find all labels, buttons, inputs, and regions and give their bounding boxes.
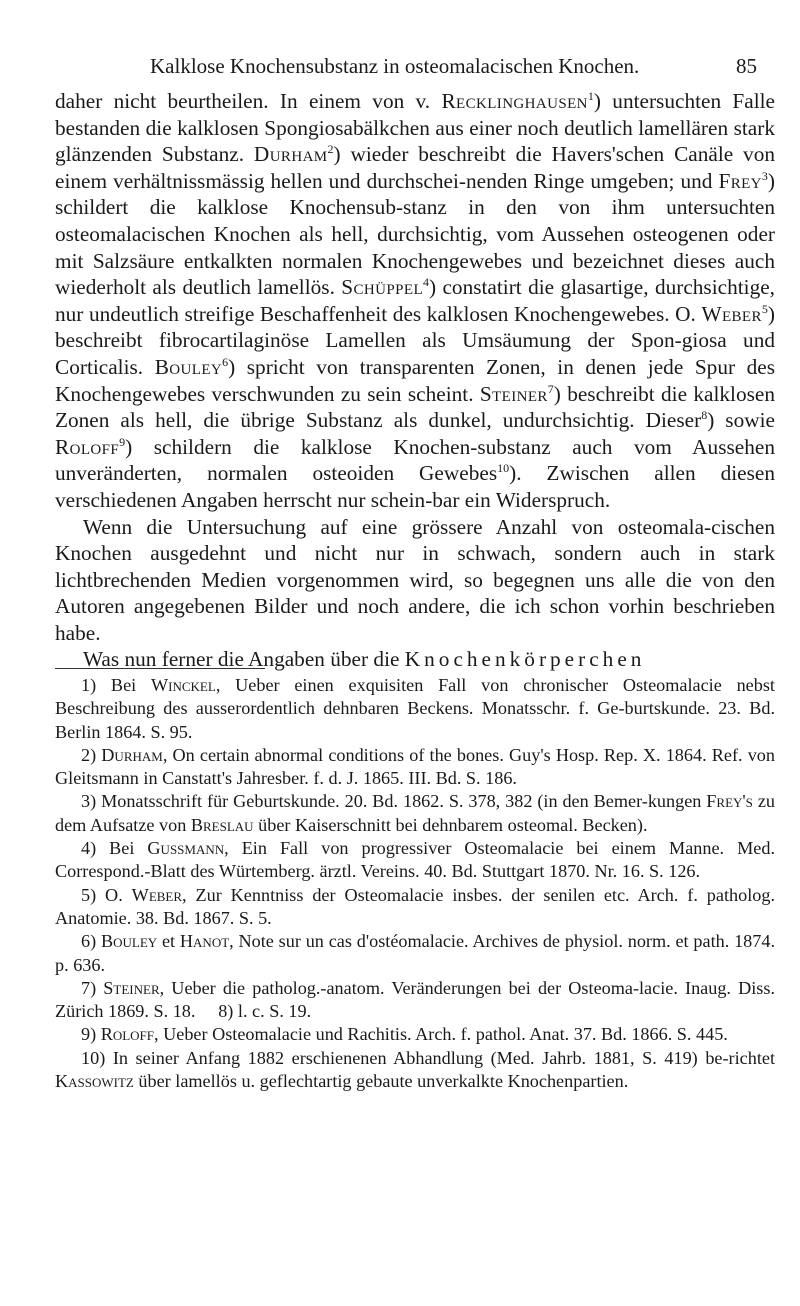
author-name: Kassowitz [55, 1071, 134, 1092]
footnote-ref: 3 [761, 168, 768, 183]
text-run: ) beschreibt fibrocartilaginöse Lamellen als Umsäumung der Spon-giosa und Corticalis. [55, 301, 775, 379]
footnote-8: 8) l. c. S. 19. [218, 1001, 312, 1022]
footnote-text: 3) Monatsschrift für Geburtskunde. 20. Bd. 1862. S. 378, 382 (in den Bemer-kungen [81, 791, 707, 812]
text-run: ) constatirt die glasartige, durchsichtige, nur undeutlich streifige Beschaffenheit des kalklosen Knochengewebes. O. [55, 275, 775, 326]
author-name: Steiner [103, 977, 160, 998]
footnote-ref: 10 [497, 461, 510, 476]
text-run: ). Zwischen allen diesen verschiedenen Angaben herrscht nur schein-bar ein Widerspruch. [55, 461, 775, 512]
paragraph-3 [55, 646, 775, 673]
footnote-text: , Ueber einen exquisiten Fall von chronischer Osteomalacie nebst Beschreibung des ausserordentlich dehnbaren Beckens. Monatsschr. f. Ge-burtskunde. 23. Bd. Berlin 1864. S. 95. [55, 675, 775, 742]
author-name: Steiner [479, 381, 548, 406]
footnote-ref: 9 [119, 434, 126, 449]
footnote-ref: 7 [547, 381, 554, 396]
footnote-text: zu dem Aufsatze von [55, 791, 775, 835]
footnote-6 [55, 930, 775, 977]
footnote-10 [55, 1047, 775, 1094]
footnote-7 [55, 977, 775, 1024]
text-run: daher nicht beurtheilen. In einem von v. [55, 89, 442, 113]
footnote-9 [55, 1023, 775, 1046]
running-title: Kalklose Knochensubstanz in osteomalacischen Knochen. [150, 54, 640, 78]
footnote-number: 7) [81, 977, 104, 998]
text-run: ) schildert die kalklose Knochensub-stanz in den von ihm untersuchten osteomalacischen Knochen als hell, durchsichtig, vom Aussehen osteogenen oder mit Salzsäure entkalkten normalen Knochengewebes und bezeichnet dieses auch wiederholt als deutlich lamellös. [55, 168, 775, 300]
page-header [0, 54, 800, 84]
footnote-number: 5) O. [81, 884, 132, 905]
footnote-4 [55, 837, 775, 884]
author-name: Roloff [55, 434, 120, 459]
footnote-text: , Zur Kenntniss der Osteomalacie insbes. der senilen etc. Arch. f. patholog. Anatomie. 38. Bd. 1867. S. 5. [55, 884, 775, 928]
footnote-number: 9) [81, 1024, 101, 1045]
footnote-2 [55, 744, 775, 791]
emphasized-term: Knochenkörperchen [404, 647, 646, 672]
author-name: Frey's [706, 791, 753, 812]
author-name: Bouley [154, 354, 223, 379]
text-run: ) beschreibt die kalklosen Zonen als hell, die übrige Substanz als dunkel, undurchsichtig. Dieser [55, 381, 775, 433]
paragraph-1 [55, 88, 775, 514]
author-name: Gussmann [147, 838, 225, 859]
paragraph-2: Wenn die Untersuchung auf eine grössere Anzahl von osteomala-cischen Knochen ausgedehnt und nicht nur in schwach, sondern auch in stark lichtbrechenden Medien vorgenommen wird, so begegnen uns alle die von den Autoren angegebenen Bilder und noch andere, die ich schon vorhin beschrieben habe. [55, 514, 775, 645]
text-run: ) wieder beschreibt die Havers'schen Canäle von einem verhältnissmässig hellen und durchschei-nenden Ringe umgeben; und [55, 142, 775, 193]
author-name: Weber [131, 884, 183, 905]
author-name: Durham [101, 744, 163, 765]
author-name: Breslau [190, 814, 254, 835]
footnote-ref: 8 [701, 408, 708, 423]
footnote-text: , Note sur un cas d'ostéomalacie. Archives de physiol. norm. et path. 1874. p. 636. [55, 931, 775, 975]
footnote-text: , Ein Fall von progressiver Osteomalacie bei einem Manne. Med. Correspond.-Blatt des Würtemberg. ärztl. Vereins. 40. Bd. Stuttgart 1870. Nr. 16. S. 126. [55, 838, 775, 882]
author-name: Winckel [150, 675, 216, 695]
author-name: Recklinghausen [441, 89, 588, 113]
footnote-number: 4) Bei [81, 838, 148, 859]
body-text [55, 88, 775, 673]
footnote-divider [55, 668, 265, 669]
text-run: ) schildern die kalklose Knochen-substanz auch vom Aussehen unveränderten, normalen osteoiden Gewebes [55, 434, 775, 486]
author-name: Durham [253, 142, 328, 167]
footnotes [55, 674, 775, 1093]
author-name: Frey [718, 168, 762, 193]
text-run: ) sowie [707, 408, 775, 433]
text-run: Was nun ferner die Angaben über die [83, 647, 405, 672]
page-number: 85 [736, 54, 757, 78]
footnote-text: über Kaiserschnitt bei dehnbarem osteomal. Becken). [253, 814, 648, 835]
footnote-1 [55, 674, 775, 744]
footnote-ref: 2 [327, 142, 334, 157]
footnote-5 [55, 884, 775, 931]
footnote-3 [55, 790, 775, 837]
footnote-number: 6) [81, 931, 101, 952]
footnote-ref: 4 [423, 275, 430, 290]
footnote-text: , Ueber die patholog.-anatom. Veränderungen bei der Osteoma-lacie. Inaug. Diss. Zürich 1869. S. 18. [55, 977, 775, 1022]
footnote-number: 2) [81, 744, 102, 765]
footnote-text: 10) In seiner Anfang 1882 erschienenen Abhandlung (Med. Jahrb. 1881, S. 419) be-richtet [81, 1047, 775, 1068]
author-name: Roloff [100, 1024, 155, 1045]
footnote-ref: 1 [587, 88, 594, 103]
author-name: Schüppel [341, 275, 424, 300]
footnote-text: , On certain abnormal conditions of the bones. Guy's Hosp. Rep. X. 1864. Ref. von Gleitsmann in Canstatt's Jahresber. f. d. J. 1865. III. Bd. S. 186. [55, 744, 775, 789]
footnote-text: über lamellös u. geflechtartig gebaute unverkalkte Knochenpartien. [133, 1071, 629, 1092]
footnote-ref: 5 [761, 301, 768, 316]
footnote-text: , Ueber Osteomalacie und Rachitis. Arch. f. pathol. Anat. 37. Bd. 1866. S. 445. [154, 1024, 728, 1045]
author-name: Bouley [100, 931, 158, 952]
author-name: Hanot [179, 931, 230, 952]
text-run: ) spricht von transparenten Zonen, in denen jede Spur des Knochengewebes verschwunden zu sein scheint. [55, 354, 775, 406]
footnote-ref: 6 [222, 354, 229, 369]
footnote-text: et [157, 931, 180, 952]
footnote-number: 1) Bei [81, 675, 151, 695]
text-run: ) untersuchten Falle bestanden die kalklosen Spongiosabälkchen aus einer noch deutlich lamellären stark glänzenden Substanz. [55, 89, 776, 167]
author-name: Weber [701, 301, 762, 326]
